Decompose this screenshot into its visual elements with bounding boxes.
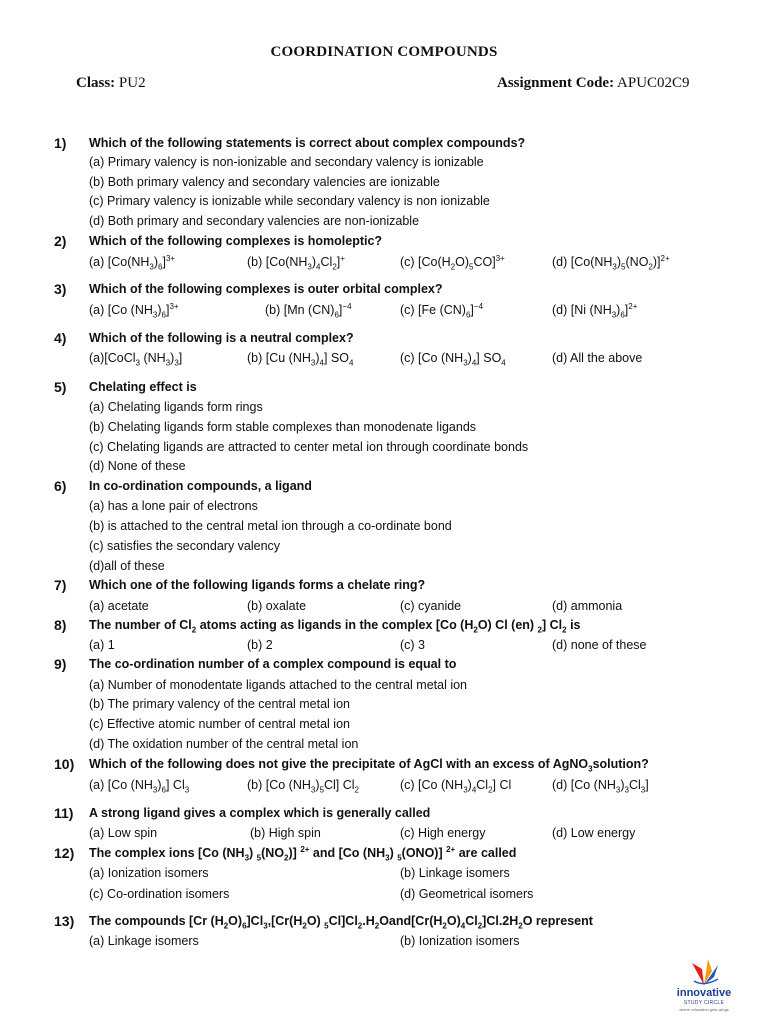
assignment-code-value: APUC02C9 (617, 75, 690, 91)
question-number: 13) (54, 913, 75, 929)
class-info (76, 75, 146, 92)
option-a: (a) has a lone pair of electrons (89, 499, 258, 513)
logo-tagline: where education gets wings (679, 1007, 729, 1012)
option-c: (c) Co-ordination isomers (89, 887, 230, 901)
option-a: (a) Low spin (89, 826, 158, 840)
question-text: Which of the following statements is correct about complex compounds? (89, 136, 526, 150)
question-number: 9) (54, 656, 67, 672)
question-text: Which one of the following ligands forms a chelate ring? (89, 578, 426, 592)
option-a: (a) Chelating ligands form rings (89, 400, 263, 414)
option-d: (d) [Ni $(NH_3)_6]^{2+}$ (552, 301, 638, 320)
logo-subtitle: STUDY CIRCLE (683, 1000, 725, 1006)
option-b: (b) [Cu $(NH_3)_4$] $SO_4$ (247, 351, 354, 368)
option-c: (c) [Co $(NH_3)_4Cl_2$] Cl (400, 778, 512, 795)
option-a: (a) Ionization isomers (89, 866, 209, 880)
question-number: 7) (54, 577, 67, 593)
option-b: (b) [Mn $(CN)_6]^{-4}$ (265, 301, 352, 320)
question-text: Which of the following does not give the precipitate of AgCl with an excess of AgNO$_3$solution? (89, 757, 649, 774)
class-label: Class: (76, 75, 116, 91)
question-text: The number of $Cl_2$ atoms acting as ligands in the complex [Co $(H_2O)$ Cl (en) $_2$] $Cl_2$ is (89, 618, 581, 635)
question-number: 2) (54, 233, 67, 249)
option-b: (b) Linkage isomers (400, 866, 510, 880)
option-d: (d) None of these (89, 459, 186, 473)
option-a: (a) acetate (89, 599, 149, 613)
assignment-code-label: Assignment Code: (497, 75, 615, 91)
option-c: (c) satisfies the secondary valency (89, 539, 281, 553)
option-b: (b) oxalate (247, 599, 307, 613)
question-text: In co-ordination compounds, a ligand (89, 479, 312, 493)
option-c: (c) Chelating ligands are attracted to center metal ion through coordinate bonds (89, 440, 529, 454)
option-c: (c) cyanide (400, 599, 462, 613)
option-a: (a) 1 (89, 638, 115, 652)
innovative-study-circle-logo (668, 955, 740, 1015)
option-d: (d) The oxidation number of the central metal ion (89, 737, 359, 751)
question-text: The compounds [Cr $(H_2O)_6]Cl_3,[Cr(H_2O)$ $_5Cl]Cl_2.H_2Oand[Cr(H_2O)_4Cl_2]Cl.2H_2O$ represent (89, 914, 593, 931)
question-number: 12) (54, 845, 75, 861)
option-d: (d) $[Co(NH_3)_5(NO_2)]^{2+}$ (552, 253, 670, 272)
option-b: (b) 2 (247, 638, 273, 652)
option-b: (b) is attached to the central metal ion through a co-ordinate bond (89, 519, 452, 533)
document-title: COORDINATION COMPOUNDS (270, 44, 498, 60)
question-text: A strong ligand gives a complex which is generally called (89, 806, 431, 820)
option-b: (b) $[Co(NH_3)_4Cl_2]^+$ (247, 253, 345, 272)
class-value: PU2 (118, 75, 146, 91)
option-b: (b) Both primary valency and secondary valencies are ionizable (89, 175, 440, 189)
question-number: 11) (54, 805, 74, 821)
option-b: (b) Ionization isomers (400, 934, 520, 948)
question-text: Which of the following complexes is homoleptic? (89, 234, 383, 248)
option-b: (b) The primary valency of the central metal ion (89, 697, 350, 711)
option-c: (c) High energy (400, 826, 486, 840)
question-text: Which of the following is a neutral complex? (89, 331, 354, 345)
option-d: (d) Both primary and secondary valencies are non-ionizable (89, 214, 420, 228)
assignment-code-info (497, 75, 690, 92)
option-c: (c) Effective atomic number of central metal ion (89, 717, 350, 731)
question-number: 6) (54, 478, 67, 494)
wings-icon (668, 955, 740, 987)
logo-name: innovative (676, 987, 732, 999)
question-number: 3) (54, 281, 67, 297)
option-a: (a) Primary valency is non-ionizable and secondary valency is ionizable (89, 155, 484, 169)
option-a: (a) $[Co(NH_3)_6]^{3+}$ (89, 253, 176, 272)
option-d: (d)all of these (89, 559, 165, 573)
option-a: (a) Linkage isomers (89, 934, 199, 948)
option-c: (c) $[Co(H_2O)_5CO]^{3+}$ (400, 253, 505, 272)
option-a: (a) [Co $(NH_3)_6$] $Cl_3$ (89, 778, 190, 795)
question-text: Chelating effect is (89, 380, 197, 394)
option-c: (c) [Co $(NH_3)_4$] $SO_4$ (400, 351, 506, 368)
option-c: (c) 3 (400, 638, 425, 652)
question-number: 5) (54, 379, 67, 395)
option-b: (b) [Co $(NH_3)_5Cl$] $Cl_2$ (247, 778, 359, 795)
option-d: (d) All the above (552, 351, 643, 365)
question-text: Which of the following complexes is outer orbital complex? (89, 282, 443, 296)
option-d: (d) Geometrical isomers (400, 887, 534, 901)
question-number: 8) (54, 617, 67, 633)
option-a: (a)[CoCl$_3$ $(NH_3)_3$] (89, 351, 183, 368)
option-c: (c) [Fe $(CN)_6]^{-4}$ (400, 301, 484, 320)
option-a: (a) [Co $(NH_3)_6]^{3+}$ (89, 301, 179, 320)
question-text: The co-ordination number of a complex compound is equal to (89, 657, 457, 671)
question-text: The complex ions [Co $(NH_3)$ $_5(NO_2)$] $^{2+}$ and [Co $(NH_3)$ $_5$(ONO)] $^{2+}$ are called (89, 844, 517, 863)
option-d: (d) Low energy (552, 826, 636, 840)
option-d: (d) ammonia (552, 599, 623, 613)
option-b: (b) High spin (250, 826, 321, 840)
option-d: (d) none of these (552, 638, 647, 652)
option-c: (c) Primary valency is ionizable while secondary valency is non ionizable (89, 194, 490, 208)
option-b: (b) Chelating ligands form stable complexes than monodenate ligands (89, 420, 477, 434)
option-a: (a) Number of monodentate ligands attached to the central metal ion (89, 678, 467, 692)
question-number: 1) (54, 135, 67, 151)
option-d: (d) [Co $(NH_3)_3Cl_3$] (552, 778, 649, 795)
question-number: 4) (54, 330, 67, 346)
question-number: 10) (54, 756, 75, 772)
